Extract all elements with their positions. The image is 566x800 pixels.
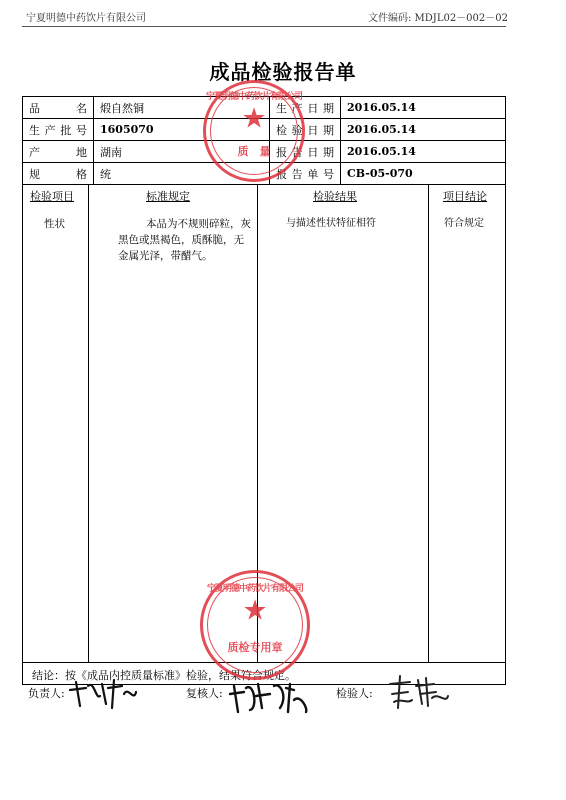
document-code: 文件编码: MDJL02－002－02 [368,13,508,24]
info-value: 统 [94,163,270,185]
inspector-label: 检验人: [336,687,373,700]
company-header: 宁夏明德中药饮片有限公司 [26,13,146,24]
reviewer-signature [228,678,312,716]
info-value: 2016.05.14 [341,119,506,141]
responsible-label: 负责人: [28,687,65,700]
info-value: 2016.05.14 [341,97,506,119]
info-label: 报告单号 [270,163,341,185]
col-header-standard: 标准规定 [146,190,190,203]
info-label: 品 名 [23,97,94,119]
seal-ring-text: 宁夏明德中药饮片有限公司 [206,92,303,102]
col-header-conclusion: 项目结论 [443,190,487,203]
frame-right [505,184,506,684]
col-divider [88,184,89,662]
info-label: 生产批号 [23,119,94,141]
seal-star-icon: ★ [242,593,268,627]
info-label: 规 格 [23,163,94,185]
row-result: 与描述性状特征相符 [286,218,376,229]
header-divider [22,26,506,27]
row-item: 性状 [44,218,65,230]
reviewer-label: 复核人: [186,687,223,700]
row-standard: 本品为不规则碎粒，灰黑色或黑褐色，质酥脆，无金属光泽，带醋气。 [118,218,251,262]
info-label: 生产日期 [270,97,341,119]
row-conclusion: 符合规定 [444,218,484,229]
info-label: 产 地 [23,141,94,163]
conclusion-text: 结论：按《成品内控质量标准》检验，结果符合规定。 [32,669,296,682]
inspector-signature [386,674,452,710]
info-label: 报告日期 [270,141,341,163]
info-value: 煅自然铜 [94,97,270,119]
quality-seal-top [203,80,305,182]
info-value: CB-05-070 [341,163,506,185]
responsible-signature [66,676,138,710]
seal-star-icon: ★ [241,101,267,135]
quality-seal-bottom [200,570,310,680]
info-label: 检验日期 [270,119,341,141]
col-header-result: 检验结果 [313,190,357,203]
seal-ring-text: 宁夏明德中药饮片有限公司 [206,584,303,594]
info-value: 湖南 [94,141,270,163]
seal-center-text: 质 量 [237,145,271,158]
report-title: 成品检验报告单 [209,60,357,84]
frame-left [22,184,23,684]
info-value: 1605070 [94,119,270,141]
seal-center-text: 质检专用章 [227,641,283,654]
info-value: 2016.05.14 [341,141,506,163]
col-header-item: 检验项目 [30,190,74,203]
col-divider [428,184,429,662]
